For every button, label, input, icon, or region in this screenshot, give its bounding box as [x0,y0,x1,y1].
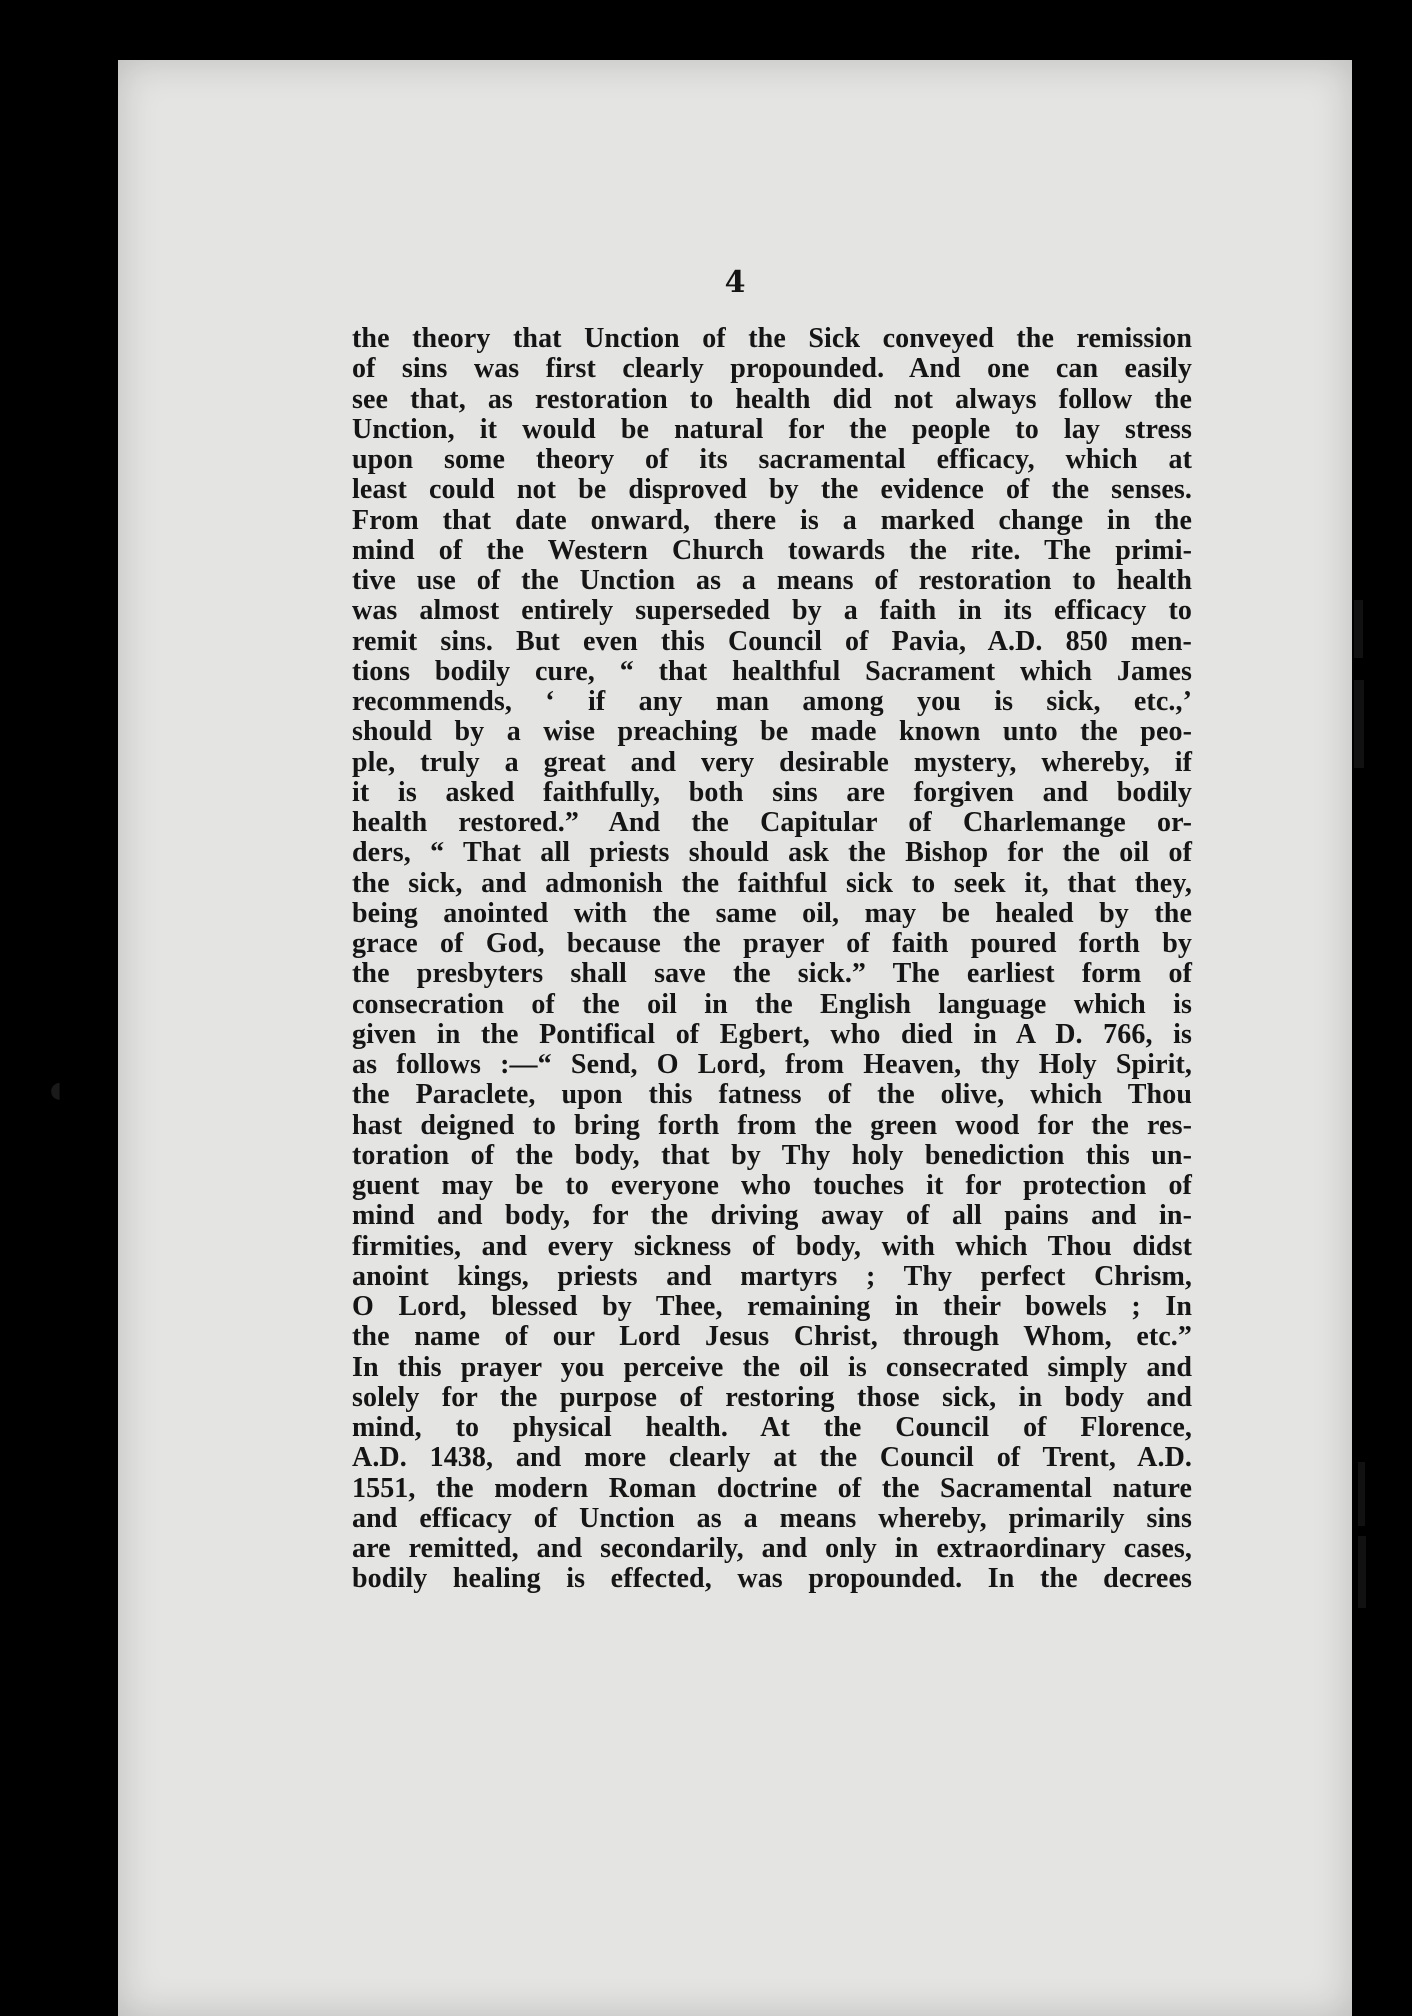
text-line: and efficacy of Unction as a means whereby, primarily sins [352,1502,1192,1534]
text-line: mind and body, for the driving away of all pains and in- [352,1200,1192,1232]
text-line: hast deigned to bring forth from the green wood for the res- [352,1109,1192,1141]
book-page [118,60,1352,2016]
text-line: ple, truly a great and very desirable mystery, whereby, if [352,746,1192,778]
text-line: are remitted, and secondarily, and only in extraordinary cases, [352,1533,1192,1564]
text-line: consecration of the oil in the English language which is [352,988,1192,1020]
text-line: firmities, and every sickness of body, with which Thou didst [352,1230,1192,1262]
text-line: tions bodily cure, “ that healthful Sacrament which James [352,655,1192,687]
text-line: being anointed with the same oil, may be healed by the [352,897,1192,929]
text-line: tive use of the Unction as a means of restoration to health [352,565,1192,596]
text-line: as follows :—“ Send, O Lord, from Heaven, thy Holy Spirit, [352,1049,1192,1080]
text-line: should by a wise preaching be made known unto the peo- [352,716,1192,748]
text-line: least could not be disproved by the evidence of the senses. [352,474,1192,506]
text-line: given in the Pontifical of Egbert, who died in A D. 766, is [352,1018,1192,1050]
text-line: mind, to physical health. At the Council of Florence, [352,1412,1192,1443]
text-line: From that date onward, there is a marked change in the [352,504,1192,536]
text-line: remit sins. But even this Council of Pavia, A.D. 850 men- [352,625,1192,657]
scan-artifact-mark: ◖ [50,1078,62,1103]
text-line: grace of God, because the prayer of faith poured forth by [352,928,1192,959]
text-line: health restored.” And the Capitular of Charlemange or- [352,807,1192,838]
text-line: the Paraclete, upon this fatness of the olive, which Thou [352,1079,1192,1111]
scan-artifact-mark [1358,1462,1365,1526]
text-line: recommends, ‘ if any man among you is sick, etc.,’ [352,686,1192,717]
body-text [352,324,1192,1595]
text-line: the sick, and admonish the faithful sick to seek it, that they, [352,867,1192,899]
scan-artifact-mark [1354,680,1364,768]
text-line: of sins was first clearly propounded. And one can easily [352,353,1192,385]
scan-artifact-mark [1358,1536,1366,1608]
text-line: A.D. 1438, and more clearly at the Council of Trent, A.D. [352,1442,1192,1474]
text-line: the theory that Unction of the Sick conveyed the remission [352,323,1192,354]
text-line: In this prayer you perceive the oil is consecrated simply and [352,1351,1192,1383]
text-line: mind of the Western Church towards the rite. The primi- [352,534,1192,566]
text-line: the presbyters shall save the sick.” The earliest form of [352,958,1192,990]
text-line: toration of the body, that by Thy holy benediction this un- [352,1139,1192,1171]
text-line: Unction, it would be natural for the people to lay stress [352,413,1192,445]
text-line: see that, as restoration to health did not always follow the [352,383,1192,415]
text-line: solely for the purpose of restoring those sick, in body and [352,1381,1192,1413]
text-line: it is asked faithfully, both sins are forgiven and bodily [352,776,1192,808]
text-line: guent may be to everyone who touches it for protection of [352,1170,1192,1201]
text-line: bodily healing is effected, was propounded. In the decrees [352,1563,1192,1595]
text-line: the name of our Lord Jesus Christ, through Whom, etc.” [352,1321,1192,1353]
text-line: O Lord, blessed by Thee, remaining in their bowels ; In [352,1291,1192,1322]
text-line: anoint kings, priests and martyrs ; Thy perfect Chrism, [352,1260,1192,1292]
page-number: 4 [724,265,746,300]
text-line: 1551, the modern Roman doctrine of the Sacramental nature [352,1472,1192,1504]
text-line: was almost entirely superseded by a faith in its efficacy to [352,595,1192,627]
scan-artifact-mark [1354,600,1363,658]
text-line: upon some theory of its sacramental efficacy, which at [352,444,1192,475]
text-line: ders, “ That all priests should ask the Bishop for the oil of [352,837,1192,869]
